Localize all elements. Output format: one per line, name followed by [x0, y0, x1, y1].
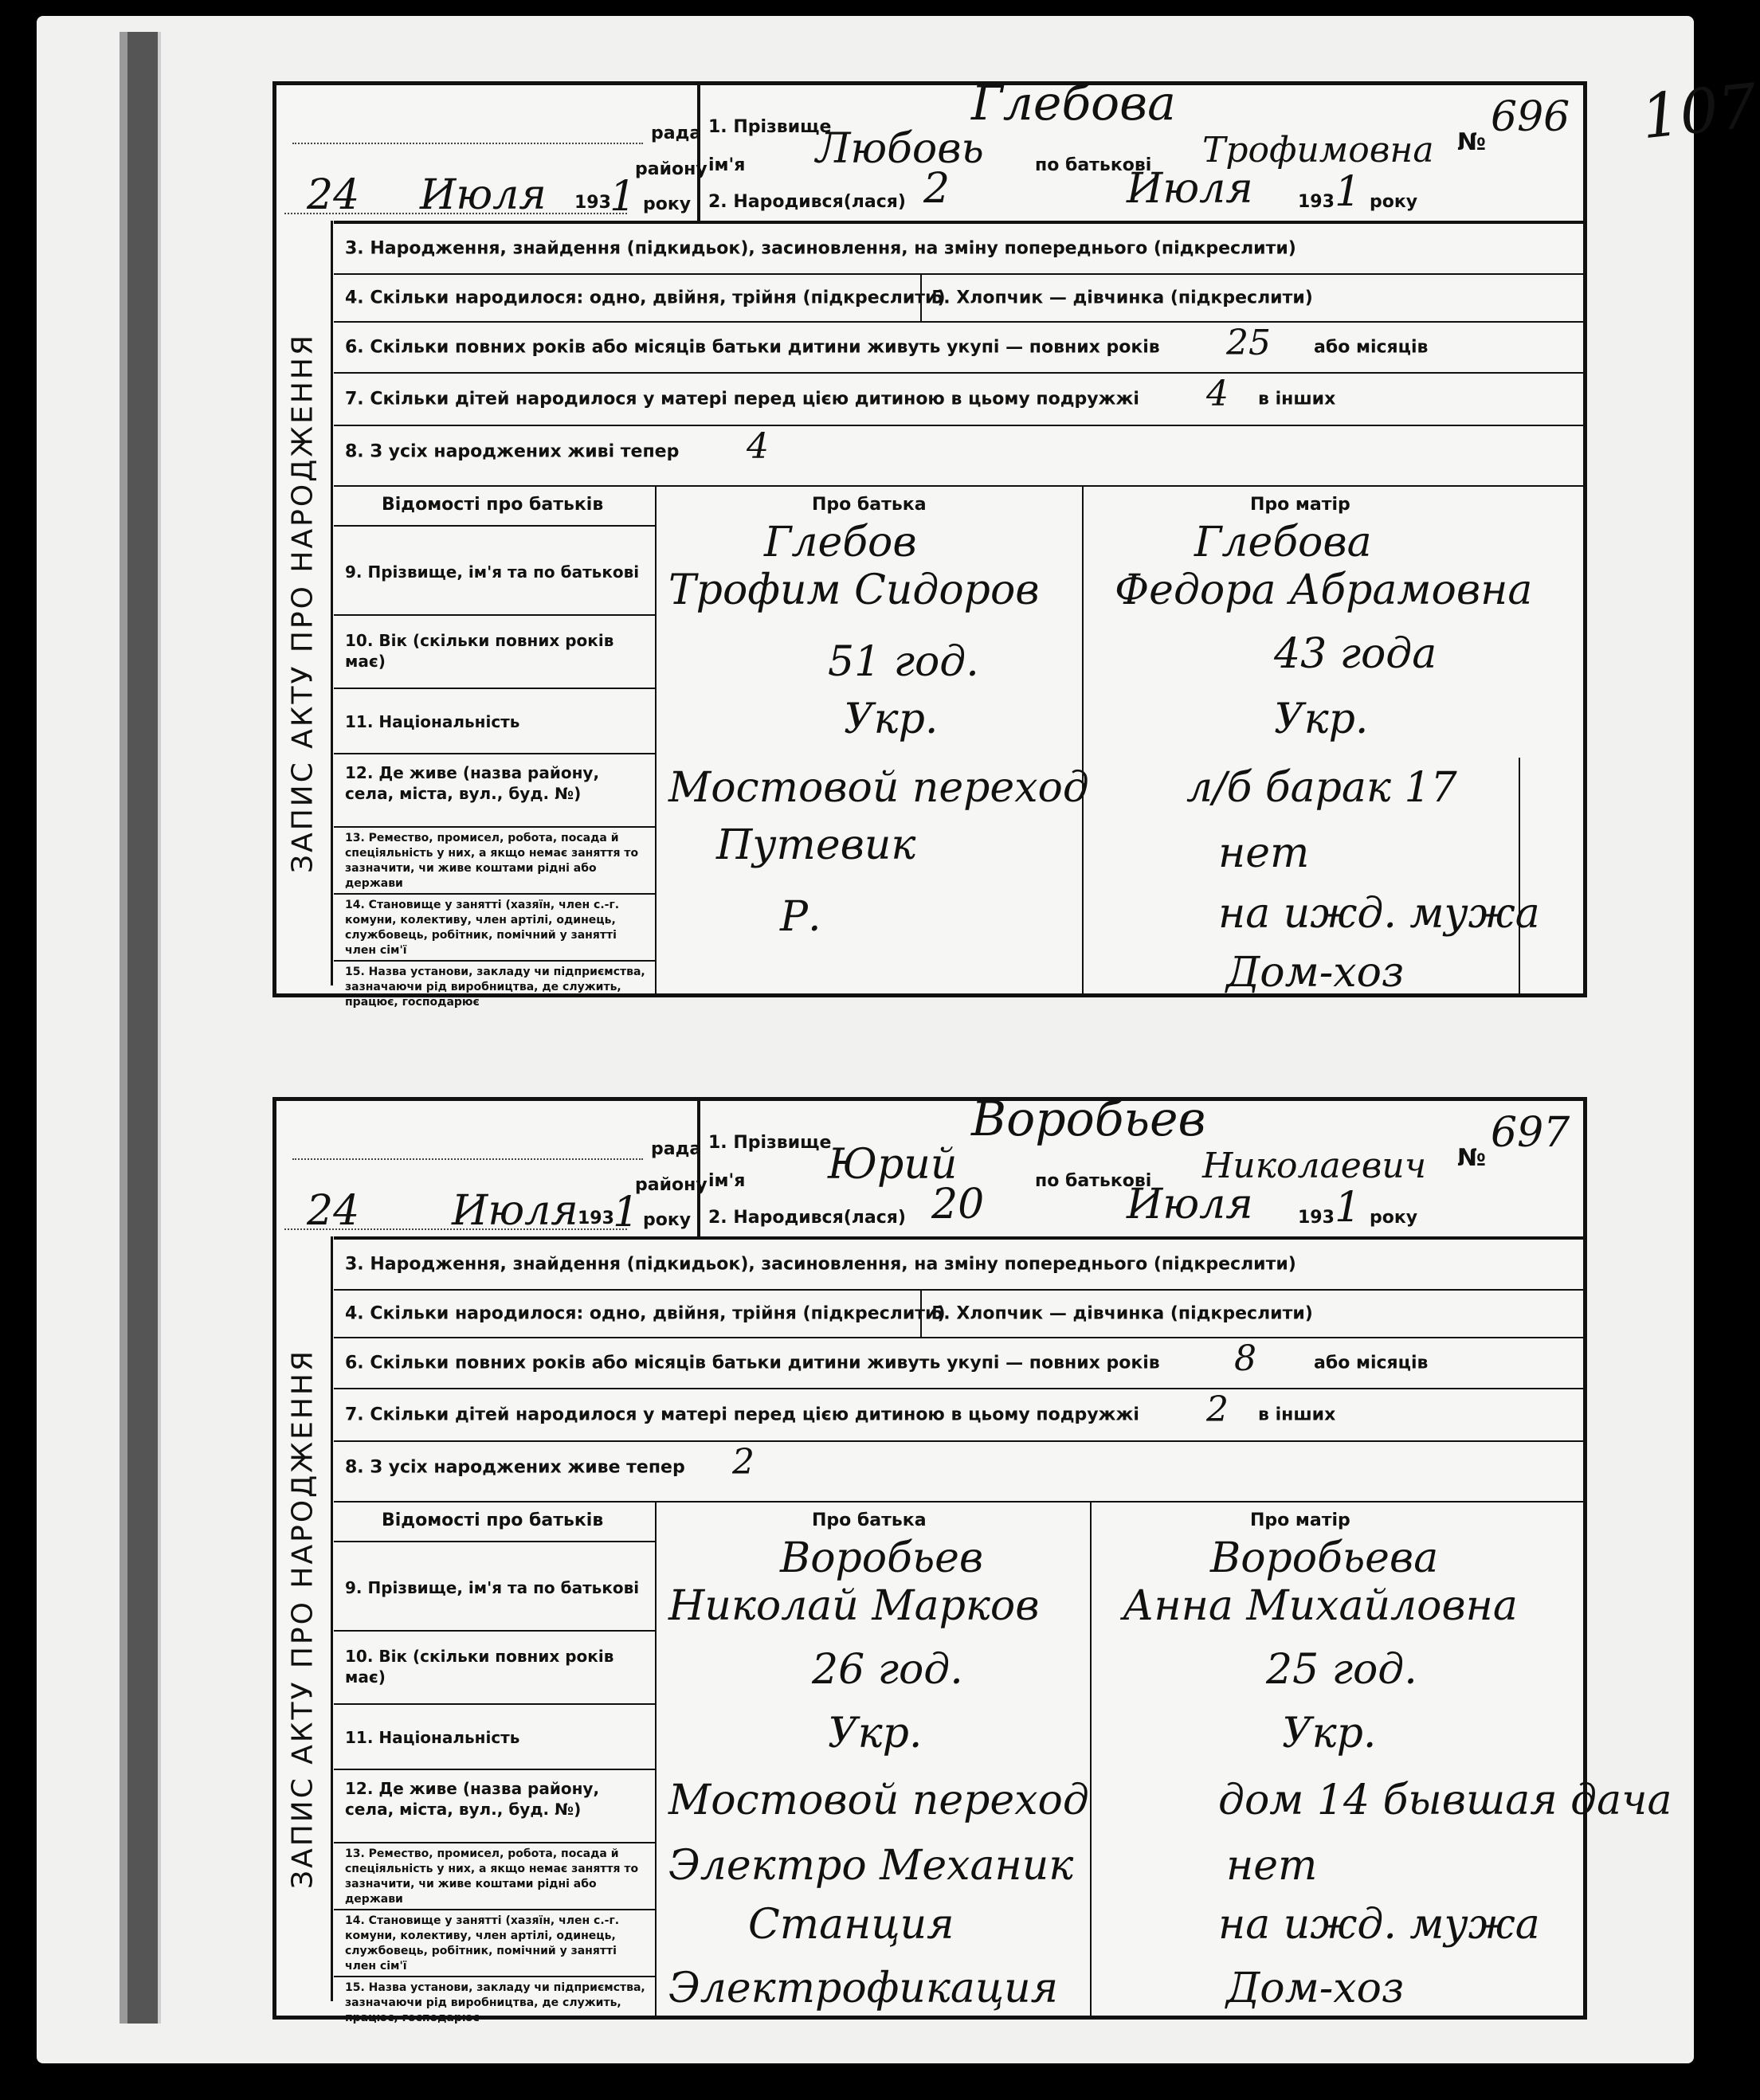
row-15-label: 15. Назва установи, закладу чи підприємства, зазначаючи рід виробництва, де служить, працює, господарює [345, 966, 645, 1009]
side-title-text: ЗАПИС АКТУ ПРО НАРОДЖЕННЯ [286, 333, 319, 873]
row-10-label: 10. Вік (скільки повних років має) [345, 1647, 614, 1687]
item-5: 5. Хлопчик — дівчинка (підкреслити) [931, 288, 1313, 308]
registration-day: 24 [307, 171, 360, 219]
col-mother-header: Про матір [1250, 1510, 1350, 1530]
raion-label: району [635, 1175, 708, 1195]
binding-spine [127, 32, 158, 2024]
registration-day: 24 [307, 1187, 360, 1235]
item-5: 5. Хлопчик — дівчинка (підкреслити) [931, 1303, 1313, 1324]
rada-label: рада [651, 123, 702, 143]
registration-month: Июля [452, 1187, 578, 1235]
father-age: 51 год. [828, 638, 979, 686]
row-9-label: 9. Прізвище, ім'я та по батькові [345, 562, 640, 582]
rada-label: рада [651, 1139, 702, 1159]
father-name: Трофим Сидоров [668, 566, 1040, 614]
child-surname: Воробьев [971, 1091, 1206, 1147]
row-13-label: 13. Ремество, промисел, робота, посада й спеціяльність у них, а якщо немає заняття то зазначити, чи живе коштами рідні або держави [345, 1847, 639, 1906]
row-11-label: 11. Національність [345, 1728, 520, 1747]
father-occupation: Электро Механик [668, 1842, 1074, 1890]
birth-year-digit: 1 [1335, 1184, 1362, 1232]
child-identity-block [700, 76, 1583, 221]
col-label-header: Відомості про батьків [382, 1510, 604, 1530]
children-before: 4 [1206, 374, 1229, 414]
row-10-label: 10. Вік (скільки повних років має) [345, 631, 614, 671]
item-4: 4. Скільки народилося: одно, двійня, трійня (підкреслити) [345, 288, 946, 308]
mother-organization: Дом-хоз [1226, 949, 1405, 997]
mother-name: Анна Михайловна [1123, 1582, 1518, 1630]
birth-record-card [272, 76, 1587, 1009]
child-name: Юрий [828, 1141, 958, 1189]
months-label: або місяців [1314, 1353, 1429, 1373]
record-number: 696 [1491, 93, 1570, 141]
mother-organization: Дом-хоз [1226, 1965, 1405, 2012]
side-title [275, 221, 333, 985]
mother-occupation: нет [1218, 829, 1310, 877]
number-label: № [1457, 1144, 1487, 1172]
mother-name: Федора Абрамовна [1115, 566, 1533, 614]
registration-year-digit: 1 [610, 173, 637, 221]
record-number: 697 [1491, 1109, 1570, 1157]
father-address: Мостовой переход [668, 1777, 1089, 1824]
father-nationality: Укр. [828, 1710, 923, 1757]
born-roku-label: року [1370, 192, 1418, 212]
born-label: 2. Народився(лася) [708, 192, 906, 212]
binding-highlight [158, 32, 161, 2024]
name-label: ім'я [708, 1171, 746, 1191]
item-4: 4. Скільки народилося: одно, двійня, трійня (підкреслити) [345, 1303, 946, 1324]
cohabitation-years: 8 [1234, 1338, 1256, 1379]
father-address: Мостовой переход [668, 764, 1089, 812]
child-name: Любовь [816, 125, 984, 173]
row-12-label: 12. Де живе (назва району, села, міста, вул., буд. №) [345, 1779, 600, 1819]
raion-label: району [635, 159, 708, 179]
roku-label: року [643, 194, 692, 214]
in-other-label: в інших [1258, 389, 1336, 409]
side-title-text: ЗАПИС АКТУ ПРО НАРОДЖЕННЯ [286, 1349, 319, 1889]
parents-table [334, 485, 1583, 1009]
patronymic-label: по батькові [1035, 1171, 1152, 1191]
cohabitation-years: 25 [1226, 323, 1271, 363]
parents-table [334, 1501, 1672, 2024]
child-surname: Глебова [971, 76, 1176, 131]
surname-label: 1. Прізвище [708, 117, 832, 137]
birth-year-prefix: 193 [1298, 1208, 1335, 1228]
registration-date-block [276, 1101, 708, 1236]
item-3: 3. Народження, знайдення (підкидьок), засиновлення, на зміну попереднього (підкреслити) [345, 238, 1296, 259]
row-11-label: 11. Національність [345, 712, 520, 731]
item-8: 8. З усіх народжених живе тепер [345, 1457, 685, 1478]
father-name: Николай Марков [668, 1582, 1040, 1630]
born-roku-label: року [1370, 1208, 1418, 1228]
item-7: 7. Скільки дітей народилося у матері перед цією дитиною в цьому подружжі [345, 389, 1139, 409]
row-15-label: 15. Назва установи, закладу чи підприємства, зазначаючи рід виробництва, де служить, працює, господарює [345, 1981, 645, 2024]
number-label: № [1457, 128, 1487, 156]
birth-month: Июля [1127, 1181, 1253, 1228]
mother-status: на ижд. мужа [1218, 1901, 1540, 1949]
registration-year-prefix: 193 [578, 1209, 614, 1228]
father-status: Станция [748, 1901, 954, 1949]
born-label: 2. Народився(лася) [708, 1208, 906, 1228]
item-8: 8. З усіх народжених живі тепер [345, 441, 680, 462]
row-14-label: 14. Становище у занятті (хазяїн, член с.-г. комуни, колективу, член артілі, одинець, службовець, робітник, помічний у заняттi член сім'ї [345, 1914, 620, 1973]
father-age: 26 год. [812, 1646, 963, 1694]
birth-year-digit: 1 [1335, 168, 1362, 216]
child-patronymic: Николаевич [1202, 1146, 1427, 1186]
in-other-label: в інших [1258, 1405, 1336, 1425]
row-12-label: 12. Де живе (назва району, села, міста, вул., буд. №) [345, 763, 600, 803]
mother-status: на ижд. мужа [1218, 890, 1540, 938]
children-before: 2 [1206, 1389, 1229, 1430]
mother-nationality: Укр. [1274, 695, 1369, 743]
registration-year-prefix: 193 [574, 193, 611, 213]
row-13-label: 13. Ремество, промисел, робота, посада й спеціяльність у них, а якщо немає заняття то зазначити, чи живе коштами рідні або держави [345, 832, 639, 890]
col-mother-header: Про матір [1250, 495, 1350, 515]
row-14-label: 14. Становище у занятті (хазяїн, член с.-г. комуни, колективу, член артілі, одинець, службовець, робітник, помічний у заняттi член сім'ї [345, 899, 620, 957]
side-title [275, 1236, 333, 2001]
surname-label: 1. Прізвище [708, 1133, 832, 1153]
patronymic-label: по батькові [1035, 155, 1152, 175]
mother-nationality: Укр. [1282, 1710, 1377, 1757]
name-label: ім'я [708, 155, 746, 175]
child-patronymic: Трофимовна [1202, 130, 1434, 170]
registration-month: Июля [420, 171, 547, 219]
record-items [334, 221, 1583, 1009]
children-alive: 4 [747, 426, 769, 467]
row-9-label: 9. Прізвище, ім'я та по батькові [345, 1578, 640, 1597]
father-organization: Электрофикация [668, 1965, 1059, 2012]
birth-day: 2 [923, 165, 951, 213]
col-label-header: Відомості про батьків [382, 495, 604, 515]
mother-age: 43 года [1274, 630, 1437, 678]
mother-surname: Глебова [1194, 519, 1372, 566]
registration-year-digit: 1 [613, 1189, 640, 1236]
father-nationality: Укр. [844, 695, 939, 743]
father-status: Р. [780, 893, 821, 941]
item-6: 6. Скільки повних років або місяців батьки дитини живуть укупі — повних років [345, 1353, 1160, 1373]
mother-surname: Воробьева [1210, 1534, 1439, 1582]
item-6: 6. Скільки повних років або місяців батьки дитини живуть укупі — повних років [345, 337, 1160, 358]
father-surname: Воробьев [780, 1534, 984, 1582]
child-identity-block [700, 1091, 1583, 1236]
roku-label: року [643, 1210, 692, 1230]
father-surname: Глебов [764, 519, 917, 566]
record-items [334, 1236, 1672, 2024]
mother-occupation: нет [1226, 1842, 1318, 1890]
birth-year-prefix: 193 [1298, 192, 1335, 212]
children-alive: 2 [732, 1442, 755, 1483]
mother-age: 25 год. [1266, 1646, 1417, 1694]
item-3: 3. Народження, знайдення (підкидьок), засиновлення, на зміну попереднього (підкреслити) [345, 1254, 1296, 1275]
page-number-note: 107 [1637, 69, 1760, 153]
months-label: або місяців [1314, 337, 1429, 358]
birth-record-card [272, 1091, 1672, 2024]
col-father-header: Про батька [812, 1510, 927, 1530]
col-father-header: Про батька [812, 495, 927, 515]
registration-date-block [276, 85, 708, 221]
father-occupation: Путевик [716, 821, 916, 869]
birth-day: 20 [931, 1181, 985, 1228]
birth-month: Июля [1127, 165, 1253, 213]
mother-address: л/б барак 17 [1186, 764, 1457, 812]
binding-edge [120, 32, 127, 2024]
mother-address: дом 14 бывшая дача [1218, 1777, 1672, 1824]
item-7: 7. Скільки дітей народилося у матері перед цією дитиною в цьому подружжі [345, 1405, 1139, 1425]
